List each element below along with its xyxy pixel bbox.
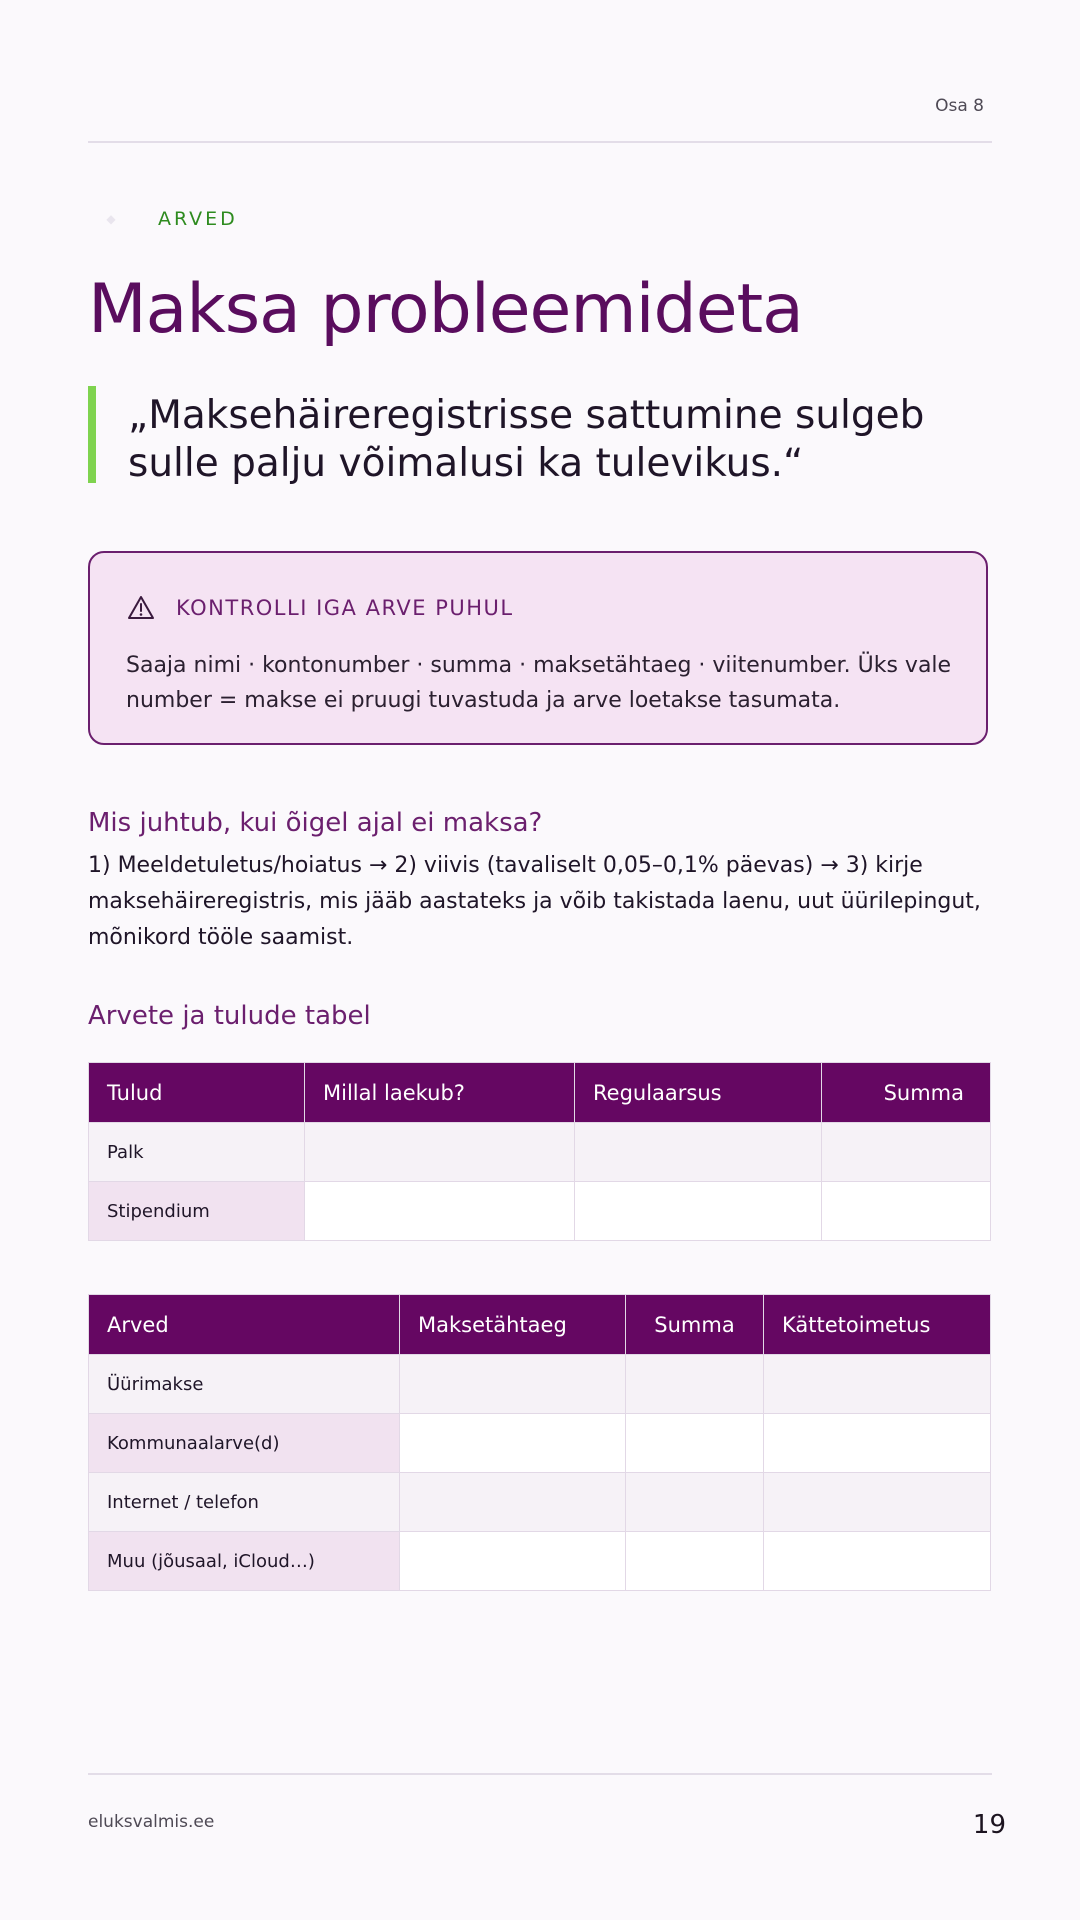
table-cell[interactable]: [400, 1414, 626, 1473]
table-header-row: [89, 1063, 991, 1123]
table-cell[interactable]: [305, 1123, 575, 1182]
income-table: [88, 1062, 991, 1241]
row-label: Muu (jõusaal, iCloud…): [89, 1532, 400, 1591]
table-cell[interactable]: [575, 1123, 822, 1182]
table-cell[interactable]: [822, 1182, 991, 1241]
column-header: Tulud: [89, 1063, 305, 1123]
quote-text: „Maksehäireregistrisse sattumine sulgeb sulle palju võimalusi ka tulevikus.“: [128, 393, 925, 486]
table-row: [89, 1123, 991, 1182]
table-cell[interactable]: [626, 1414, 764, 1473]
page-title: Maksa probleemideta: [88, 270, 803, 349]
table-cell[interactable]: [400, 1473, 626, 1532]
column-header: Regulaarsus: [575, 1063, 822, 1123]
part-label: Osa 8: [935, 96, 984, 116]
table-cell[interactable]: [400, 1355, 626, 1414]
callout-title: KONTROLLI IGA ARVE PUHUL: [176, 596, 514, 620]
table-header-row: [89, 1295, 991, 1355]
callout-header: [126, 593, 514, 623]
row-label: Stipendium: [89, 1182, 305, 1241]
table-row: [89, 1182, 991, 1241]
warning-callout: [88, 551, 988, 745]
bookmark-icon: ◆: [106, 212, 116, 226]
table-cell[interactable]: [626, 1355, 764, 1414]
row-label: Üürimakse: [89, 1355, 400, 1414]
page-number: 19: [972, 1810, 1006, 1840]
column-header: Arved: [89, 1295, 400, 1355]
row-label: Internet / telefon: [89, 1473, 400, 1532]
warning-icon: [126, 593, 156, 623]
column-header: Kättetoimetus: [764, 1295, 991, 1355]
table-row: [89, 1414, 991, 1473]
column-header: Millal laekub?: [305, 1063, 575, 1123]
column-header: Maksetähtaeg: [400, 1295, 626, 1355]
column-header: Summa: [626, 1295, 764, 1355]
section-heading-table: Arvete ja tulude tabel: [88, 1001, 371, 1031]
table-cell[interactable]: [822, 1123, 991, 1182]
table-cell[interactable]: [626, 1532, 764, 1591]
callout-body: Saaja nimi · kontonumber · summa · maksetähtaeg · viitenumber. Üks vale number = makse ei pruugi tuvastuda ja arve loetakse tasumata.: [126, 653, 952, 713]
table-cell[interactable]: [305, 1182, 575, 1241]
table-row: [89, 1473, 991, 1532]
column-header: Summa: [822, 1063, 991, 1123]
quote-accent-bar: [88, 386, 96, 483]
footer-divider: [88, 1773, 992, 1775]
table-cell[interactable]: [764, 1414, 991, 1473]
table-cell[interactable]: [764, 1532, 991, 1591]
table-cell[interactable]: [575, 1182, 822, 1241]
table-row: [89, 1355, 991, 1414]
table-row: [89, 1532, 991, 1591]
eyebrow-label: ARVED: [158, 208, 238, 230]
section-body-consequences: 1) Meeldetuletus/hoiatus → 2) viivis (tavaliselt 0,05–0,1% päevas) → 3) kirje maksehäireregistris, mis jääb aastateks ja võib takistada laenu, uut üürilepingut, mõnikord tööle saamist.: [88, 853, 981, 950]
page: [88, 0, 1006, 1920]
table-cell[interactable]: [626, 1473, 764, 1532]
table-cell[interactable]: [400, 1532, 626, 1591]
row-label: Palk: [89, 1123, 305, 1182]
header-divider: [88, 141, 992, 143]
section-heading-consequences: Mis juhtub, kui õigel ajal ei maksa?: [88, 808, 543, 838]
table-cell[interactable]: [764, 1473, 991, 1532]
row-label: Kommunaalarve(d): [89, 1414, 400, 1473]
footer-site: eluksvalmis.ee: [88, 1812, 215, 1832]
section-eyebrow: [88, 206, 238, 232]
bills-table: [88, 1294, 991, 1591]
table-cell[interactable]: [764, 1355, 991, 1414]
